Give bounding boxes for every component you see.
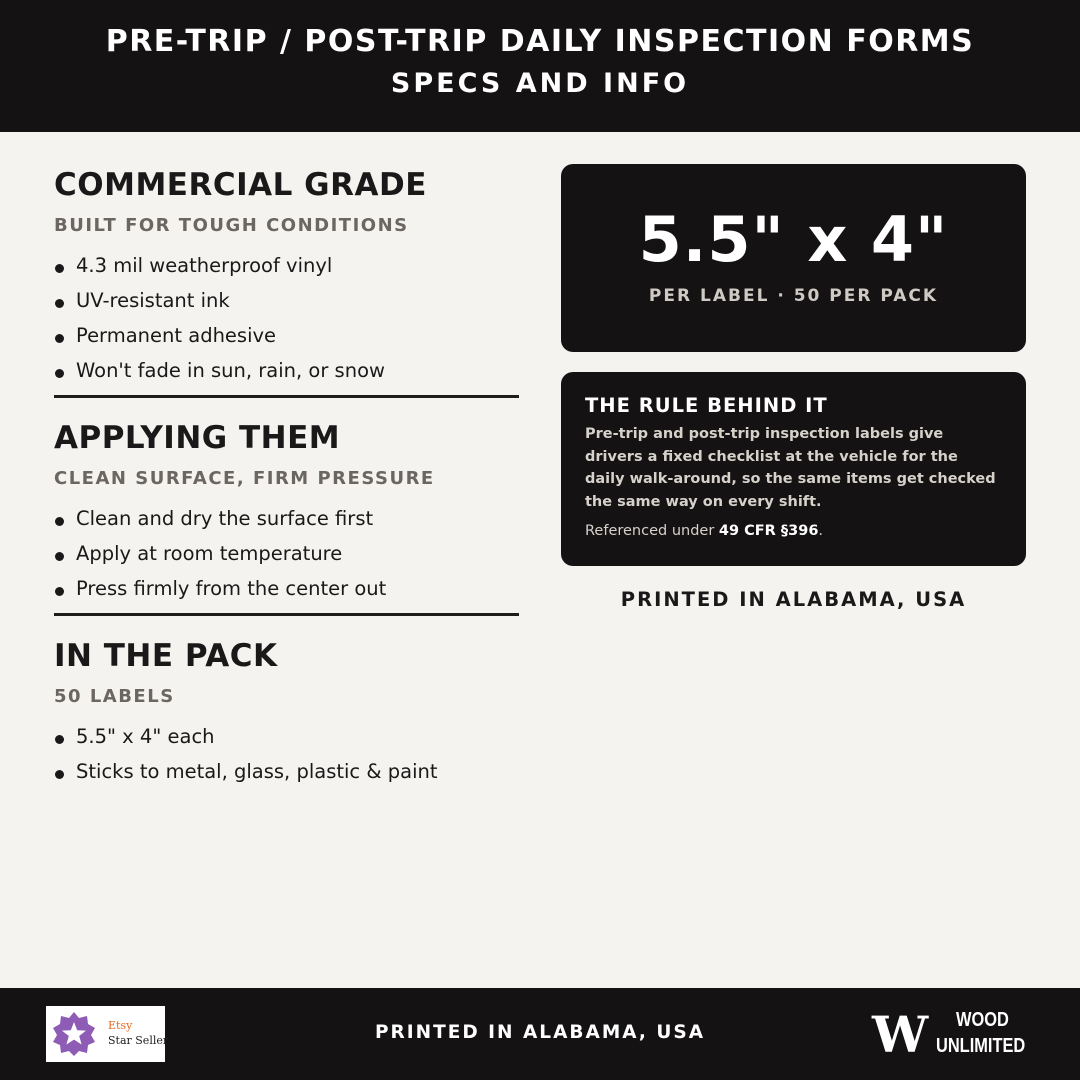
list-item: [54, 324, 519, 348]
list-item: [54, 359, 519, 383]
size-card: [561, 164, 1026, 352]
badge-brand: Etsy: [108, 1019, 133, 1032]
list-item: [54, 254, 519, 278]
list-item-text: Permanent adhesive: [76, 324, 277, 347]
specs-column: [54, 165, 519, 795]
bullet-icon: [55, 735, 64, 744]
size-caption: PER LABEL · 50 PER PACK: [648, 286, 939, 306]
section-title: COMMERCIAL GRADE: [54, 167, 427, 203]
section-divider: [54, 395, 519, 398]
reference-code: 49 CFR §396: [718, 523, 819, 539]
section-in-the-pack: [54, 636, 519, 784]
rule-reference: [585, 520, 1002, 542]
section-subtitle: 50 LABELS: [54, 686, 175, 707]
bullet-icon: [55, 552, 64, 561]
list-item: [54, 507, 519, 531]
logo-line-1: WOOD: [956, 1009, 1009, 1031]
reference-prefix: Referenced under: [585, 523, 719, 539]
printed-in-label: PRINTED IN ALABAMA, USA: [620, 588, 967, 611]
bullet-icon: [55, 770, 64, 779]
list-item: [54, 289, 519, 313]
badge-label: Star Seller: [108, 1034, 169, 1047]
list-item: [54, 577, 519, 601]
footer-bar: [0, 988, 1080, 1080]
section-divider: [54, 613, 519, 616]
footer-printed-in: PRINTED IN ALABAMA, USA: [374, 1022, 706, 1043]
section-subtitle: BUILT FOR TOUGH CONDITIONS: [54, 215, 409, 236]
list-item-text: 4.3 mil weatherproof vinyl: [76, 254, 333, 277]
list-item: [54, 760, 519, 784]
bullet-icon: [55, 334, 64, 343]
bullet-icon: [55, 517, 64, 526]
label-size: 5.5" x 4": [638, 203, 949, 276]
logo-line-2: UNLIMITED: [936, 1035, 1026, 1057]
bullet-list: [54, 507, 519, 601]
wood-unlimited-logo: [872, 1006, 1042, 1064]
list-item-text: Won't fade in sun, rain, or snow: [76, 359, 385, 382]
reference-suffix: .: [818, 523, 824, 539]
section-title: APPLYING THEM: [54, 420, 341, 456]
rule-title: THE RULE BEHIND IT: [585, 394, 828, 417]
bullet-list: [54, 725, 519, 784]
rule-description: Pre-trip and post-trip inspection labels give drivers a fixed checklist at the vehicle for the daily walk-around, so the same items get checked the same way on every shift.: [585, 426, 996, 510]
logo-w-icon: W: [872, 1005, 929, 1064]
section-applying-them: [54, 418, 519, 601]
section-commercial-grade: [54, 165, 519, 383]
rule-card: [561, 372, 1026, 566]
bullet-list: [54, 254, 519, 383]
list-item-text: Apply at room temperature: [76, 542, 343, 565]
section-subtitle: CLEAN SURFACE, FIRM PRESSURE: [54, 468, 435, 489]
list-item-text: 5.5" x 4" each: [76, 725, 215, 748]
bullet-icon: [55, 264, 64, 273]
page-subtitle: SPECS AND INFO: [390, 68, 690, 99]
bullet-icon: [55, 587, 64, 596]
bullet-icon: [55, 299, 64, 308]
list-item-text: Sticks to metal, glass, plastic & paint: [76, 760, 438, 783]
page-title: PRE-TRIP / POST-TRIP DAILY INSPECTION FORMS: [105, 24, 975, 59]
list-item-text: Clean and dry the surface first: [76, 507, 374, 530]
list-item-text: UV-resistant ink: [76, 289, 230, 312]
list-item: [54, 542, 519, 566]
list-item: [54, 725, 519, 749]
section-title: IN THE PACK: [54, 638, 278, 674]
header-banner: [0, 0, 1080, 132]
list-item-text: Press firmly from the center out: [76, 577, 387, 600]
bullet-icon: [55, 369, 64, 378]
